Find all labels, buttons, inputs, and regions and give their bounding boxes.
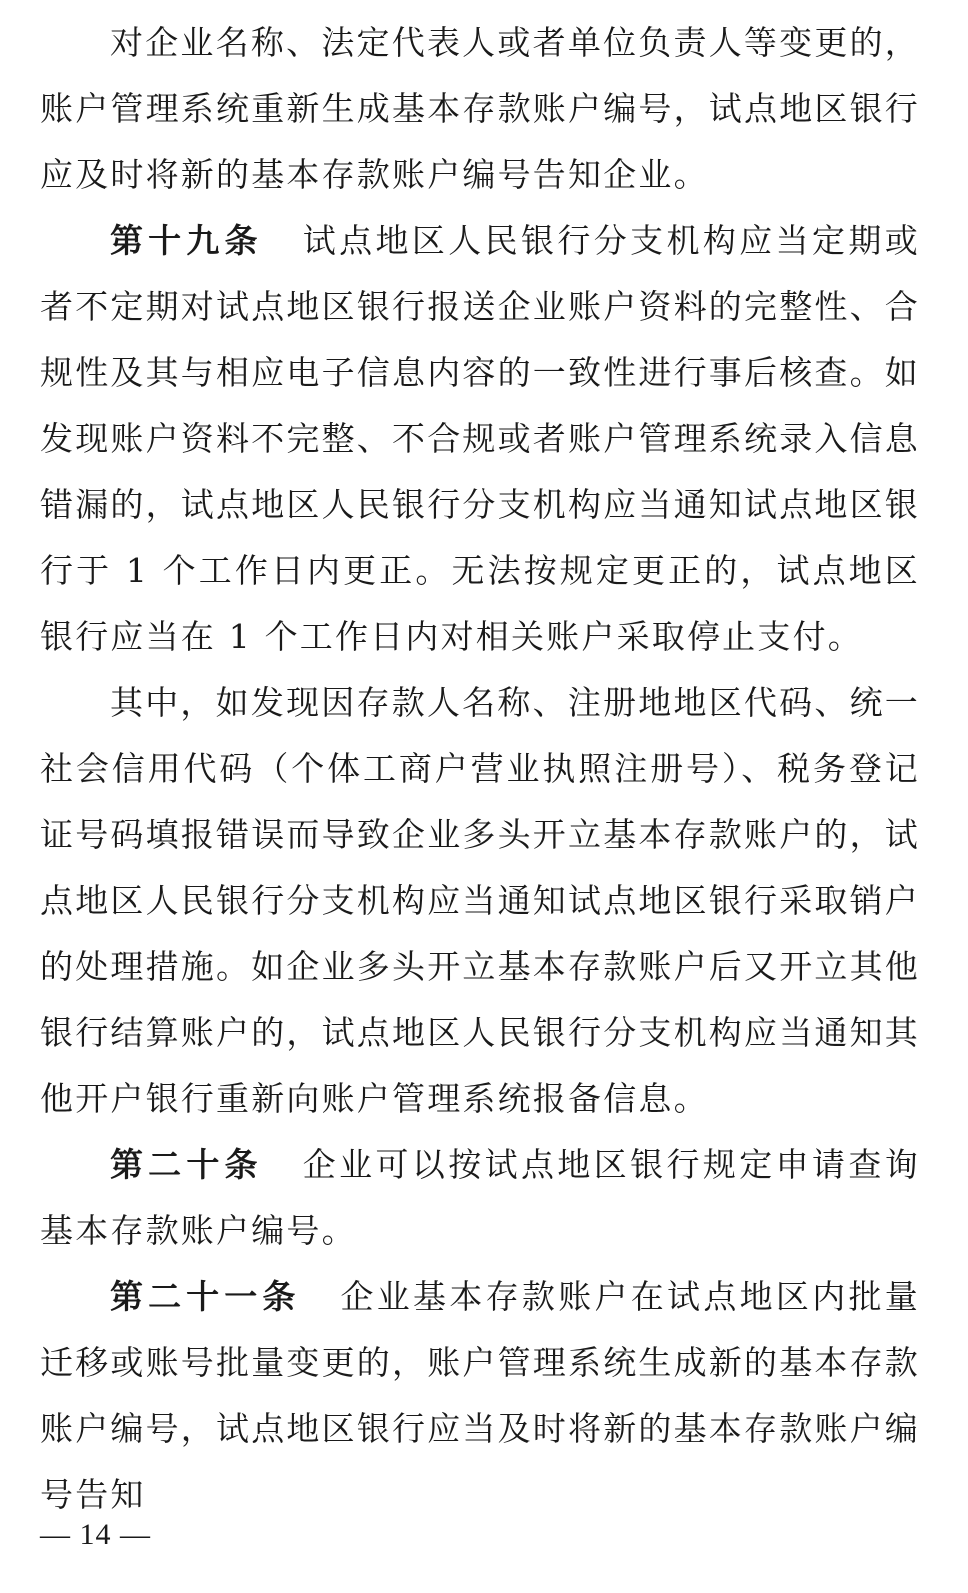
article-21 bbox=[40, 1264, 920, 1528]
paragraph-text: 其中，如发现因存款人名称、注册地地区代码、统一社会信用代码（个体工商户营业执照注册号）、税务登记证号码填报错误而导致企业多头开立基本存款账户的，试点地区人民银行分支机构应当通知试点地区银行采取销户的处理措施。如企业多头开立基本存款账户后又开立其他银行结算账户的，试点地区人民银行分支机构应当通知其他开户银行重新向账户管理系统报备信息。 bbox=[40, 683, 920, 1118]
document-body bbox=[40, 10, 920, 1528]
paragraph-text: 企业可以按试点地区银行规定申请查询基本存款账户编号。 bbox=[40, 1145, 920, 1250]
article-number: 第二十条 bbox=[110, 1145, 263, 1184]
paragraph-text: 试点地区人民银行分支机构应当定期或者不定期对试点地区银行报送企业账户资料的完整性、合规性及其与相应电子信息内容的一致性进行事后核查。如发现账户资料不完整、不合规或者账户管理系统录入信息错漏的，试点地区人民银行分支机构应当通知试点地区银行于 1 个工作日内更正。无法按规定更正的，试点地区银行应当在 1 个工作日内对相关账户采取停止支付。 bbox=[40, 221, 920, 656]
article-number: 第十九条 bbox=[110, 221, 263, 260]
article-number: 第二十一条 bbox=[110, 1277, 301, 1316]
article-19 bbox=[40, 208, 920, 670]
paragraph-text: 企业基本存款账户在试点地区内批量迁移或账号批量变更的，账户管理系统生成新的基本存款账户编号，试点地区银行应当及时将新的基本存款账户编号告知 bbox=[40, 1277, 921, 1514]
article-20 bbox=[40, 1132, 920, 1264]
paragraph-name-change bbox=[40, 10, 920, 208]
paragraph-text: 对企业名称、法定代表人或者单位负责人等变更的，账户管理系统重新生成基本存款账户编号，试点地区银行应及时将新的基本存款账户编号告知企业。 bbox=[40, 23, 920, 194]
page-number: — 14 — bbox=[40, 1518, 151, 1551]
paragraph-multiple-accounts bbox=[40, 670, 920, 1132]
